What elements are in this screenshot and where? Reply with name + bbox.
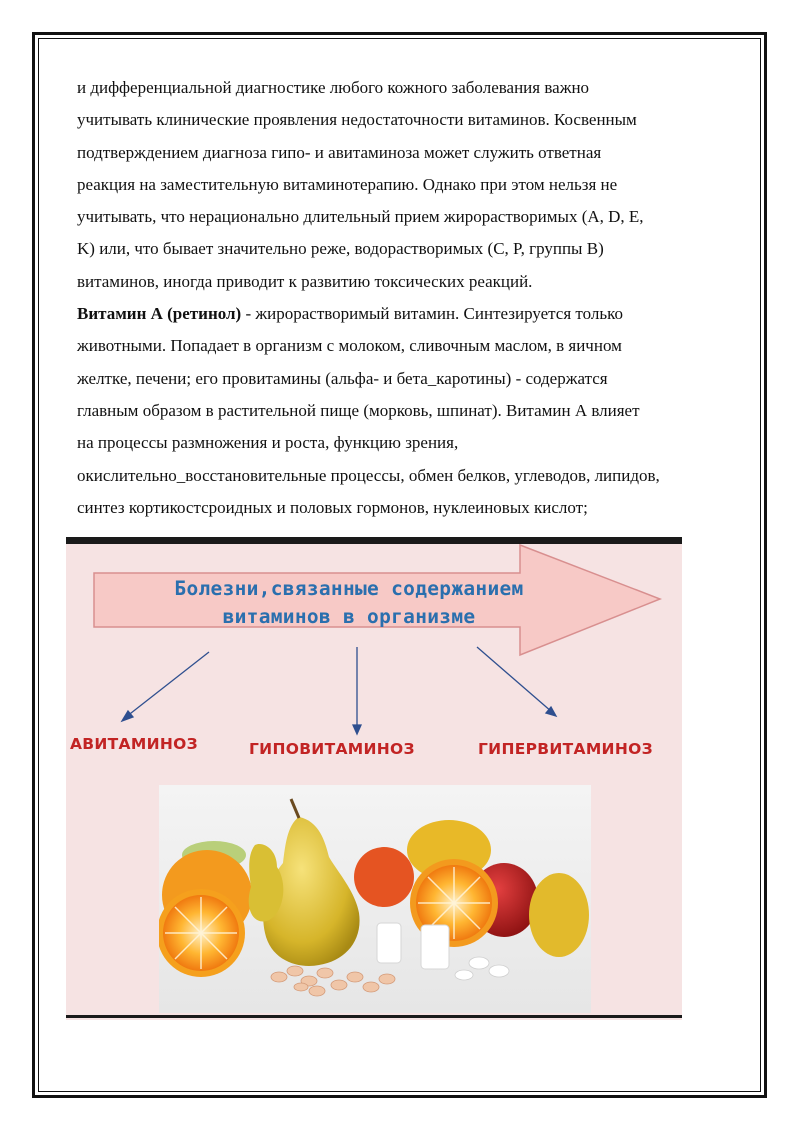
banner-arrow-shape [94, 545, 660, 655]
banner-title-line-2: витаминов в организме [222, 605, 476, 628]
figure-bottom-rule [66, 1015, 682, 1018]
vitamin-a-line: окислительно_восстановительные процессы, обмен белков, углеводов, липидов, [77, 465, 660, 485]
vitamin-a-line: синтез кортикостсроидных и половых гормонов, нуклеиновых кислот; [77, 497, 588, 517]
paragraph-line: витаминов, иногда приводит к развитию токсических реакций. [77, 271, 533, 291]
banner-title-line-1: Болезни,связанные содержанием [174, 577, 524, 600]
vitamin-a-first-line [77, 298, 737, 330]
vitamin-a-line: желтке, печени; его провитамины (альфа- и бета_каротины) - содержатся [77, 368, 608, 388]
pear-right [529, 873, 589, 957]
orange-slice-left-segments [165, 897, 237, 969]
paragraph-line: и дифференциальной диагностике любого кожного заболевания важно [77, 78, 590, 97]
arrow-to-avitaminosis [126, 652, 209, 717]
apple-back [354, 847, 414, 907]
vitamin-a-line: животными. Попадает в организм с молоком, сливочным маслом, в яичном [77, 336, 622, 356]
vitamin-a-term: Витамин А (ретинол) [77, 304, 242, 324]
figure-top-rule [66, 537, 682, 544]
paragraph-line: учитывать клинические проявления недостаточности витаминов. Косвенным [77, 110, 637, 130]
vitamin-a-definition: - жирорастворимый витамин. Синтезируется только [241, 304, 624, 324]
vitamin-a-line: на процессы размножения и роста, функцию зрения, [77, 433, 459, 453]
paragraph-line: учитывать, что нерационально длительный прием жирорастворимых (A, D, E, [77, 207, 644, 227]
arrow-to-hypervitaminosis [477, 647, 552, 712]
paragraph-line: подтверждением диагноза гипо- и авитаминоза может служить ответная [77, 142, 602, 162]
fruits-and-pills-photo [159, 785, 591, 1013]
paragraph-line: K) или, что бывает значительно реже, водорастворимых (C, P, группы B) [77, 239, 604, 259]
body-text [77, 72, 737, 524]
category-avitaminosis: АВИТАМИНОЗ [70, 735, 198, 753]
vitamin-diseases-figure [66, 537, 682, 1020]
arrowhead-hypovitaminosis [353, 725, 361, 734]
vitamin-a-line: главным образом в растительной пище (морковь, шпинат). Витамин А влияет [77, 400, 640, 420]
category-hypovitaminosis: ГИПОВИТАМИНОЗ [249, 740, 415, 758]
category-hypervitaminosis: ГИПЕРВИТАМИНОЗ [478, 740, 653, 758]
paragraph-line: реакция на заместительную витаминотерапию. Однако при этом нельзя не [77, 174, 618, 194]
